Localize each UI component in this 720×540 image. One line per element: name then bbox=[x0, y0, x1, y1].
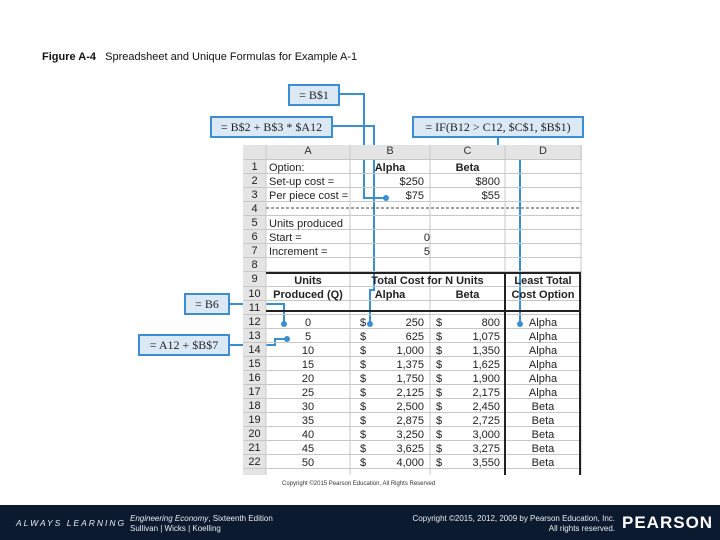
cell-alpha-cost[interactable]: 1,750 bbox=[396, 373, 424, 385]
cell-least-cost-option[interactable]: Alpha bbox=[528, 359, 558, 371]
row-header[interactable]: 22 bbox=[248, 456, 261, 468]
cell-d9[interactable]: Least Total bbox=[514, 275, 572, 287]
callout-formula-d: = IF(B12 > C12, $C$1, $B$1) bbox=[412, 116, 584, 138]
row-header[interactable]: 3 bbox=[251, 189, 258, 201]
cell-units[interactable]: 40 bbox=[301, 429, 315, 441]
row-header[interactable]: 14 bbox=[248, 344, 261, 356]
cell-a7[interactable]: Increment = bbox=[269, 246, 328, 258]
cell-alpha-cost[interactable]: 3,625 bbox=[396, 443, 424, 455]
cell-beta-cost[interactable]: 800 bbox=[481, 317, 500, 329]
spreadsheet bbox=[243, 145, 582, 475]
cell-alpha-cost[interactable]: 250 bbox=[405, 317, 424, 329]
cell-currency-beta[interactable]: $ bbox=[436, 443, 443, 455]
cell-a5[interactable]: Units produced bbox=[269, 218, 343, 230]
cell-a3[interactable]: Per piece cost = bbox=[269, 190, 349, 202]
col-header-d[interactable]: D bbox=[539, 145, 547, 157]
cell-currency-beta[interactable]: $ bbox=[436, 387, 443, 399]
row-header[interactable]: 17 bbox=[248, 386, 261, 398]
cell-least-cost-option[interactable]: Beta bbox=[531, 443, 555, 455]
cell-currency-beta[interactable]: $ bbox=[436, 401, 443, 413]
pearson-logo: PEARSON bbox=[622, 513, 714, 532]
cell-a2[interactable]: Set-up cost = bbox=[269, 176, 335, 188]
row-header[interactable]: 15 bbox=[248, 358, 261, 370]
cell-currency-beta[interactable]: $ bbox=[436, 415, 443, 427]
cell-units[interactable]: 0 bbox=[304, 317, 312, 329]
cell-currency-beta[interactable]: $ bbox=[436, 429, 443, 441]
cell-units[interactable]: 5 bbox=[304, 331, 312, 343]
cell-b7[interactable]: 5 bbox=[423, 246, 430, 258]
callout-b1: = B$1 bbox=[288, 84, 340, 106]
cell-alpha-cost[interactable]: 2,125 bbox=[396, 387, 424, 399]
cell-currency-beta[interactable]: $ bbox=[436, 373, 443, 385]
cell-beta-cost[interactable]: 1,350 bbox=[472, 345, 500, 357]
row-header[interactable]: 18 bbox=[248, 400, 261, 412]
row-header[interactable]: 5 bbox=[251, 217, 258, 229]
cell-b6[interactable]: 0 bbox=[423, 232, 430, 244]
row-header[interactable]: 4 bbox=[251, 203, 258, 215]
cell-units[interactable]: 30 bbox=[301, 401, 315, 413]
cell-units[interactable]: 45 bbox=[301, 443, 315, 455]
cell-b1[interactable]: Alpha bbox=[374, 162, 406, 174]
cell-currency-beta[interactable]: $ bbox=[436, 317, 443, 329]
cell-beta-cost[interactable]: 1,625 bbox=[472, 359, 500, 371]
cell-least-cost-option[interactable]: Alpha bbox=[528, 387, 558, 399]
cell-currency-alpha[interactable]: $ bbox=[360, 401, 367, 413]
cell-currency-beta[interactable]: $ bbox=[436, 331, 443, 343]
row-header[interactable]: 12 bbox=[248, 316, 261, 328]
cell-currency-alpha[interactable]: $ bbox=[360, 331, 367, 343]
row-header[interactable]: 19 bbox=[248, 414, 261, 426]
cell-units[interactable]: 15 bbox=[301, 359, 315, 371]
cell-currency-alpha[interactable]: $ bbox=[360, 457, 367, 469]
figure-copyright: Copyright ©2015 Pearson Education, All Rights Reserved bbox=[282, 481, 436, 487]
cell-a9[interactable]: Units bbox=[294, 275, 322, 287]
cell-beta-cost[interactable]: 1,900 bbox=[472, 373, 500, 385]
callout-formula-b: = B$2 + B$3 * $A12 bbox=[210, 116, 333, 138]
cell-b3[interactable]: $75 bbox=[405, 190, 424, 202]
row-header[interactable]: 16 bbox=[248, 372, 261, 384]
cell-beta-cost[interactable]: 3,275 bbox=[472, 443, 500, 455]
cell-beta-cost[interactable]: 2,450 bbox=[472, 401, 500, 413]
cell-currency-alpha[interactable]: $ bbox=[360, 359, 367, 371]
cell-least-cost-option[interactable]: Beta bbox=[531, 429, 555, 441]
row-header[interactable]: 10 bbox=[248, 288, 261, 300]
row-header[interactable]: 6 bbox=[251, 231, 258, 243]
cell-currency-alpha[interactable]: $ bbox=[360, 443, 367, 455]
cell-least-cost-option[interactable]: Beta bbox=[531, 457, 555, 469]
cell-a10[interactable]: Produced (Q) bbox=[273, 289, 343, 301]
cell-c2[interactable]: $800 bbox=[475, 176, 500, 188]
cell-alpha-cost[interactable]: 2,875 bbox=[396, 415, 424, 427]
cell-least-cost-option[interactable]: Beta bbox=[531, 415, 555, 427]
cell-least-cost-option[interactable]: Alpha bbox=[528, 373, 558, 385]
cell-currency-alpha[interactable]: $ bbox=[360, 429, 367, 441]
figure-label: Figure A-4 bbox=[42, 51, 96, 63]
cell-alpha-cost[interactable]: 1,000 bbox=[396, 345, 424, 357]
callout-b6: = B6 bbox=[184, 293, 230, 315]
row-header[interactable]: 9 bbox=[251, 273, 258, 285]
callout-a12: = A12 + $B$7 bbox=[138, 334, 230, 356]
row-header[interactable]: 21 bbox=[248, 442, 261, 454]
cell-units[interactable]: 10 bbox=[301, 345, 315, 357]
cell-alpha-cost[interactable]: 1,375 bbox=[396, 359, 424, 371]
cell-least-cost-option[interactable]: Alpha bbox=[528, 331, 558, 343]
book-edition: , Sixteenth Edition bbox=[208, 514, 273, 523]
cell-currency-alpha[interactable]: $ bbox=[360, 345, 367, 357]
row-header[interactable]: 20 bbox=[248, 428, 261, 440]
col-header-c[interactable]: C bbox=[463, 145, 472, 157]
row-header[interactable]: 1 bbox=[251, 161, 258, 173]
row-header[interactable]: 7 bbox=[251, 245, 258, 257]
figure-title: Spreadsheet and Unique Formulas for Example A-1 bbox=[105, 51, 358, 63]
cell-b2[interactable]: $250 bbox=[399, 176, 424, 188]
cell-c10[interactable]: Beta bbox=[455, 289, 480, 301]
copyright-line1: Copyright ©2015, 2012, 2009 by Pearson Education, Inc. bbox=[412, 514, 615, 523]
cell-a1[interactable]: Option: bbox=[269, 162, 305, 174]
cell-least-cost-option[interactable]: Alpha bbox=[528, 345, 558, 357]
cell-currency-beta[interactable]: $ bbox=[436, 345, 443, 357]
cell-a6[interactable]: Start = bbox=[269, 232, 302, 244]
row-header[interactable]: 2 bbox=[251, 175, 258, 187]
cell-c3[interactable]: $55 bbox=[481, 190, 500, 202]
footer-brand: ALWAYS LEARNING bbox=[16, 518, 127, 528]
cell-d10[interactable]: Cost Option bbox=[511, 289, 575, 301]
cell-units[interactable]: 20 bbox=[301, 373, 315, 385]
cell-c1[interactable]: Beta bbox=[455, 162, 480, 174]
cell-units[interactable]: 25 bbox=[301, 387, 315, 399]
footer-bar bbox=[0, 505, 720, 540]
cell-alpha-cost[interactable]: 625 bbox=[405, 331, 424, 343]
cell-currency-alpha[interactable]: $ bbox=[360, 317, 367, 329]
cell-alpha-cost[interactable]: 3,250 bbox=[396, 429, 424, 441]
cell-alpha-cost[interactable]: 4,000 bbox=[396, 457, 424, 469]
book-authors: Sullivan | Wicks | Koelling bbox=[130, 524, 221, 533]
book-title: Engineering Economy bbox=[130, 514, 209, 523]
col-header-b[interactable]: B bbox=[386, 145, 394, 157]
cell-currency-beta[interactable]: $ bbox=[436, 359, 443, 371]
row-header[interactable]: 8 bbox=[251, 259, 258, 271]
cell-least-cost-option[interactable]: Beta bbox=[531, 401, 555, 413]
cell-currency-beta[interactable]: $ bbox=[436, 457, 443, 469]
cell-beta-cost[interactable]: 3,000 bbox=[472, 429, 500, 441]
cell-beta-cost[interactable]: 2,175 bbox=[472, 387, 500, 399]
cell-b10[interactable]: Alpha bbox=[374, 289, 406, 301]
cell-currency-alpha[interactable]: $ bbox=[360, 373, 367, 385]
footer-copyright bbox=[355, 514, 615, 534]
copyright-line2: All rights reserved. bbox=[548, 524, 615, 533]
row-header[interactable]: 11 bbox=[248, 302, 261, 314]
cell-beta-cost[interactable]: 3,550 bbox=[472, 457, 500, 469]
footer-book bbox=[130, 514, 273, 534]
cell-beta-cost[interactable]: 2,725 bbox=[472, 415, 500, 427]
cell-units[interactable]: 50 bbox=[301, 457, 315, 469]
cell-currency-alpha[interactable]: $ bbox=[360, 415, 367, 427]
cell-beta-cost[interactable]: 1,075 bbox=[472, 331, 500, 343]
cell-currency-alpha[interactable]: $ bbox=[360, 387, 367, 399]
col-header-a[interactable]: A bbox=[304, 145, 312, 157]
cell-bc9[interactable]: Total Cost for N Units bbox=[371, 275, 484, 287]
cell-units[interactable]: 35 bbox=[301, 415, 315, 427]
cell-least-cost-option[interactable]: Alpha bbox=[528, 317, 558, 329]
row-header[interactable]: 13 bbox=[248, 330, 261, 342]
cell-alpha-cost[interactable]: 2,500 bbox=[396, 401, 424, 413]
